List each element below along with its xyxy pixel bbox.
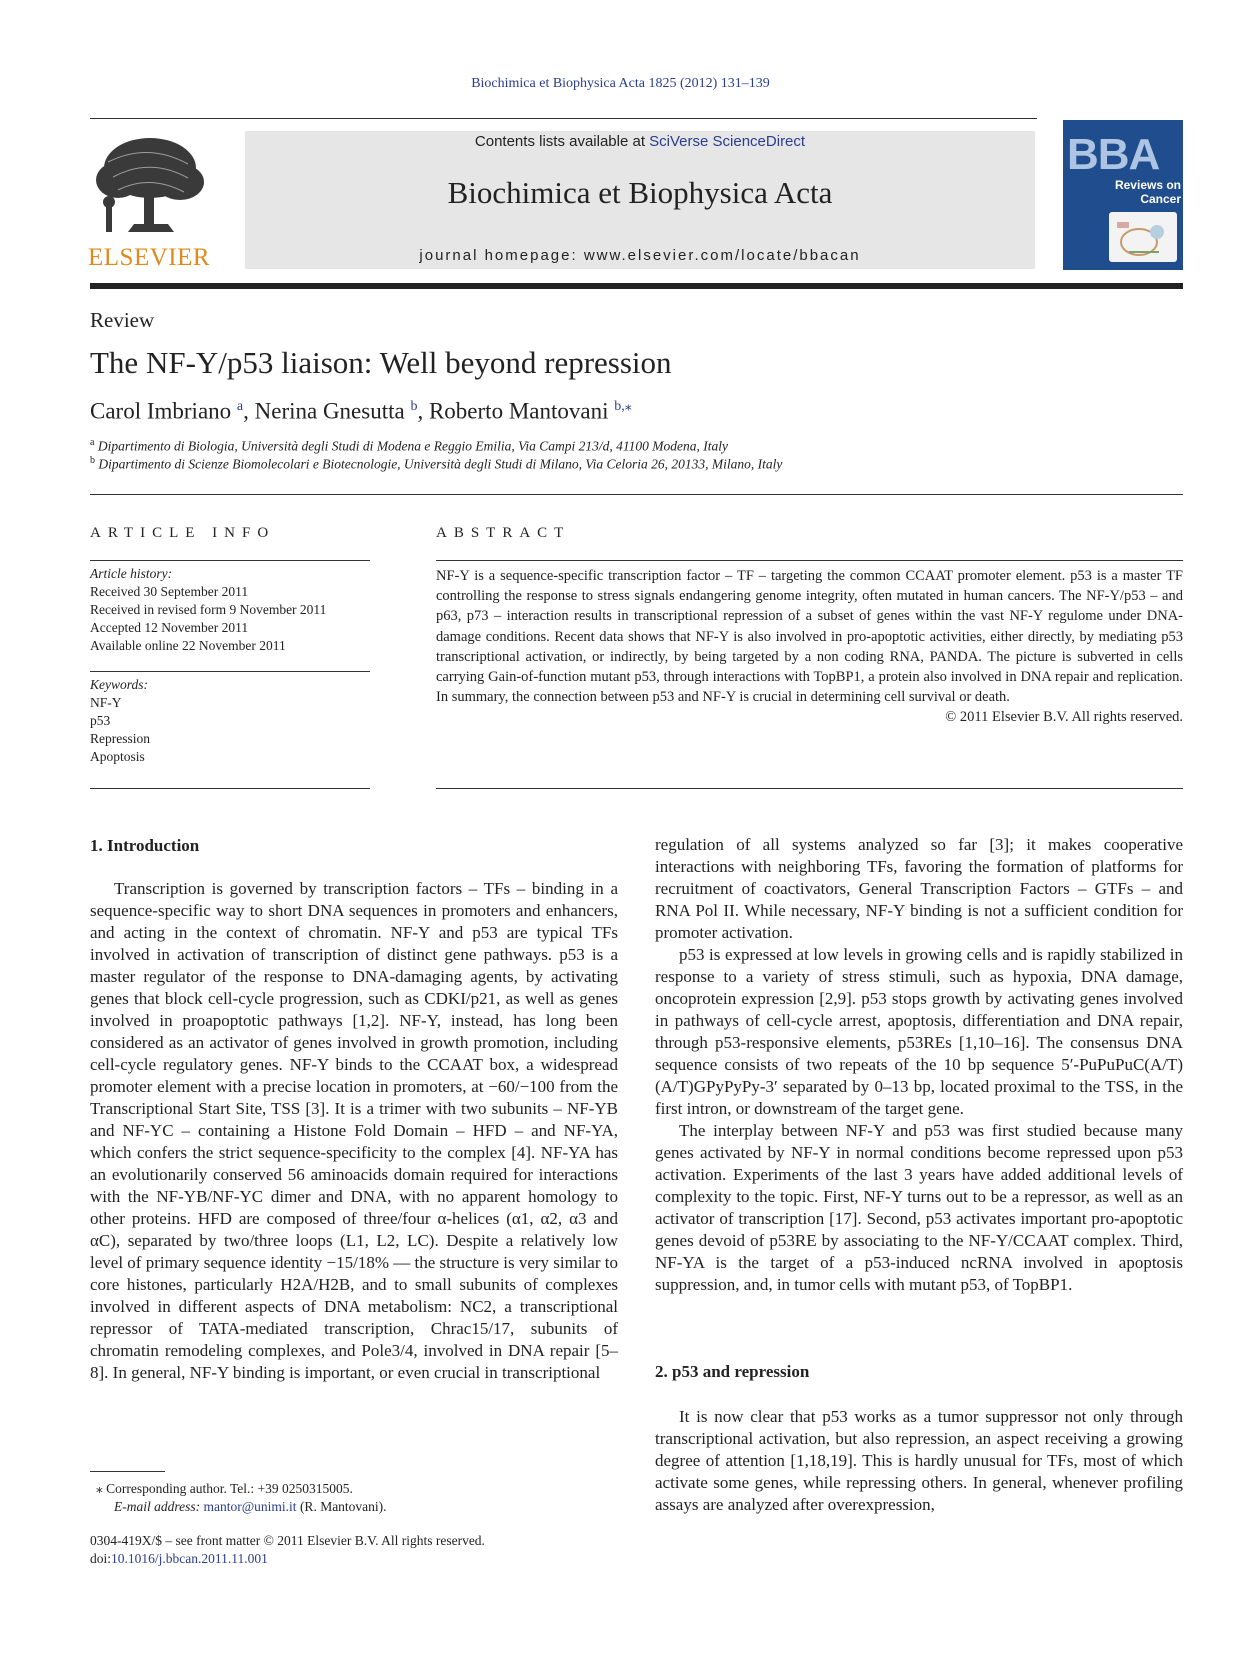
journal-homepage[interactable]: journal homepage: www.elsevier.com/locate/bbacan — [419, 247, 861, 264]
affiliation-a — [90, 437, 728, 455]
contents-prefix: Contents lists available at — [474, 133, 650, 150]
sciencedirect-link[interactable]: SciVerse ScienceDirect — [649, 133, 806, 150]
corresponding-author-note: ⁎ Corresponding author. Tel.: +39 0250315005. — [96, 1481, 353, 1496]
affiliation-b — [90, 455, 782, 473]
abstract-rule — [436, 560, 1183, 561]
history-item: Received 30 September 2011 — [90, 584, 249, 599]
elsevier-logo[interactable] — [88, 132, 218, 272]
affiliation-text: Dipartimento di Biologia, Università degli Studi di Modena e Reggio Emilia, Via Campi 213/d, 41100 Modena, Italy — [97, 438, 729, 454]
doi-line — [90, 1551, 268, 1567]
author-name: Carol Imbriano — [90, 398, 232, 424]
keyword-item: NF-Y — [90, 695, 122, 710]
footnote-rule — [90, 1471, 165, 1472]
journal-title: Biochimica et Biophysica Acta — [447, 175, 833, 210]
keyword-item: Repression — [90, 731, 150, 746]
author-affiliation-link[interactable]: a — [236, 399, 244, 414]
body-paragraph: Transcription is governed by transcription factors – TFs – binding in a sequence-specific way to short DNA sequences in promoters and enhancers, and acting in the context of chromatin. NF-Y and p53 are typical TFs involved in activation of transcription of distinct gene pathways. p53 is a master regulator of the response to DNA-damaging agents, by activating genes that block cell-cycle progression, such as CDKI/p21, as well as genes involved in proapoptotic pathways [1,2]. NF-Y, instead, has long been considered as an activator of genes involved in growth promotion, including cell-cycle regulatory genes. NF-Y binds to the CCAAT box, a widespread promoter element with a precise location in promoters, at −60/−100 from the Transcriptional Start Site, TSS [3]. It is a trimer with two subunits – NF-YB and NF-YC – containing a Histone Fold Domain – HFD – and NF-YA, which confers the strict sequence-specificity to the complex [4]. NF-YA has an evolutionarily conserved 56 aminoacids domain required for interactions with the NF-YB/NF-YC dimer and DNA, with no apparent homology to other proteins. HFD are composed of three/four α-helices (α1, α2, α3 and αC), separated by two/three loops (L1, L2, LC). Despite a relatively low level of primary sequence identity −15/18% — the structure is very similar to core histones, particularly H2A/H2B, and to small subunits of complexes involved in different aspects of DNA metabolism: NC2, a transcriptional repressor of TATA-mediated transcription, Chrac15/17, subunits of chromatin remodeling complexes, and Pole3/4, involved in DNA repair [5–8]. In general, NF-Y binding is important, or even crucial in transcriptional — [90, 879, 618, 1382]
history-item: Available online 22 November 2011 — [90, 638, 286, 653]
article-info-bottom-rule — [90, 788, 370, 789]
top-rule — [90, 118, 1037, 119]
history-item: Accepted 12 November 2011 — [90, 620, 249, 635]
keywords-block — [90, 676, 370, 766]
author-separator: , — [417, 398, 429, 424]
doi-prefix: doi: — [90, 1551, 112, 1566]
body-paragraph: regulation of all systems analyzed so far [3]; it makes cooperative interactions with neighboring TFs, favoring the formation of platforms for recruitment of coactivators, General Transcription Factors – GTFs – and RNA Pol II. While necessary, NF-Y binding is not a sufficient condition for promoter activation. — [655, 835, 1183, 942]
email-link[interactable]: mantor@unimi.it — [203, 1499, 297, 1514]
front-matter-rule — [90, 494, 1183, 495]
section-heading-p53-repression: 2. p53 and repression — [655, 1362, 810, 1381]
abstract-text: NF-Y is a sequence-specific transcription factor – TF – targeting the common CCAAT promoter element. p53 is a master TF controlling the response to stress signals endangering genome integrity, often mutated in human cancers. The NF-Y/p53 – and p63, p73 – interaction results in transcriptional repression of a subset of genes within the vast NF-Y regulome under DNA-damage conditions. Recent data shows that NF-Y is also involved in pro-apoptotic activities, either directly, by mediating p53 transcriptional activation, or indirectly, by being targeted by a non coding RNA, PANDA. The picture is subverted in cells carrying Gain-of-function mutant p53, through interactions with TopBP1, a protein also involved in DNA repair and replication. In summary, the connection between p53 and NF-Y is crucial in determining cell survival or death. — [436, 568, 1183, 706]
affiliation-marker: a — [90, 437, 95, 448]
body-paragraph: It is now clear that p53 works as a tumor suppressor not only through transcriptional activation, but also repression, an aspect receiving a growing degree of attention [1,18,19]. This is hardly unusual for TFs, most of which activate some genes, while repressing others. In general, whenever profiling assays are analyzed after overexpression, — [655, 1407, 1183, 1514]
article-title: The NF-Y/p53 liaison: Well beyond repression — [90, 345, 672, 380]
cover-subtitle-line1: Reviews on — [1114, 178, 1181, 192]
email-note — [114, 1499, 387, 1515]
author-affiliation-link[interactable]: b — [410, 399, 418, 414]
article-info-heading: ARTICLE INFO — [90, 525, 276, 541]
keywords-label: Keywords: — [90, 677, 148, 692]
doi-link[interactable]: 10.1016/j.bbcan.2011.11.001 — [111, 1551, 268, 1566]
author-separator: , — [243, 398, 255, 424]
journal-citation[interactable]: Biochimica et Biophysica Acta 1825 (2012) 131–139 — [471, 76, 770, 91]
affiliation-marker: b — [90, 455, 95, 466]
abstract-copyright: © 2011 Elsevier B.V. All rights reserved. — [945, 709, 1183, 726]
email-suffix: (R. Mantovani). — [299, 1499, 387, 1514]
header-thick-rule — [90, 283, 1183, 289]
history-label: Article history: — [90, 566, 173, 581]
article-type: Review — [90, 308, 155, 332]
cover-diagram-icon — [1109, 212, 1177, 262]
body-right-column-lower — [655, 1406, 1183, 1516]
author-list — [90, 398, 632, 425]
contents-line — [245, 131, 1035, 152]
body-paragraph: The interplay between NF-Y and p53 was first studied because many genes activated by NF-Y in normal conditions become repressed upon p53 activation. Experiments of the last 3 years have added additional levels of complexity to the topic. First, NF-Y turns out to be a repressor, as well as an activator of transcription [17]. Second, p53 activates important pro-apoptotic genes devoid of p53RE by associating to the NF-Y/CCAAT complex. Third, NF-YA is the target of a p53-induced ncRNA involved in apoptosis suppression, and, in tumor cells with mutant p53, of TopBP1. — [655, 1121, 1183, 1294]
keyword-item: Apoptosis — [90, 749, 145, 764]
author-affiliation-link[interactable]: b,⁎ — [614, 399, 632, 414]
author-name: Roberto Mantovani — [428, 398, 609, 424]
cover-subtitle-line2: Cancer — [1140, 192, 1181, 206]
front-matter-notice: 0304-419X/$ – see front matter © 2011 Elsevier B.V. All rights reserved. — [90, 1533, 485, 1548]
body-paragraph: p53 is expressed at low levels in growing cells and is rapidly stabilized in response to a variety of stress stimuli, such as hypoxia, DNA damage, oncoprotein expression [2,9]. p53 stops growth by activating genes involved in pathways of cell-cycle arrest, apoptosis, differentiation and DNA repair, through p53-responsive elements, p53REs [1,10–16]. The consensus DNA sequence consists of two repeats of the 10 bp sequence 5′-PuPuPuC(A/T)(A/T)GPyPyPy-3′ separated by 0–13 bp, located proximal to the TSS, in the first intron, or downstream of the target gene. — [655, 945, 1183, 1118]
author-name: Nerina Gnesutta — [254, 398, 405, 424]
abstract-bottom-rule — [436, 788, 1183, 789]
cover-figure-image — [1109, 212, 1177, 262]
section-heading-introduction: 1. Introduction — [90, 836, 200, 855]
email-label: E-mail address: — [114, 1499, 201, 1514]
cover-logo: BBA — [1067, 130, 1160, 179]
journal-banner — [245, 131, 1035, 269]
keyword-item: p53 — [90, 713, 111, 728]
elsevier-wordmark: ELSEVIER — [88, 244, 211, 271]
abstract-body — [436, 566, 1183, 728]
article-history — [90, 565, 370, 655]
affiliation-text: Dipartimento di Scienze Biomolecolari e Biotecnologie, Università degli Studi di Milano, Via Celoria 26, 20133, Milano, Italy — [98, 456, 783, 472]
body-left-column — [90, 878, 618, 1384]
keywords-rule — [90, 671, 370, 672]
journal-cover[interactable] — [1063, 120, 1183, 270]
history-item: Received in revised form 9 November 2011 — [90, 602, 327, 617]
body-right-column — [655, 834, 1183, 1296]
cover-subtitle — [1097, 178, 1181, 206]
abstract-heading: ABSTRACT — [436, 525, 571, 541]
article-info-rule — [90, 560, 370, 561]
